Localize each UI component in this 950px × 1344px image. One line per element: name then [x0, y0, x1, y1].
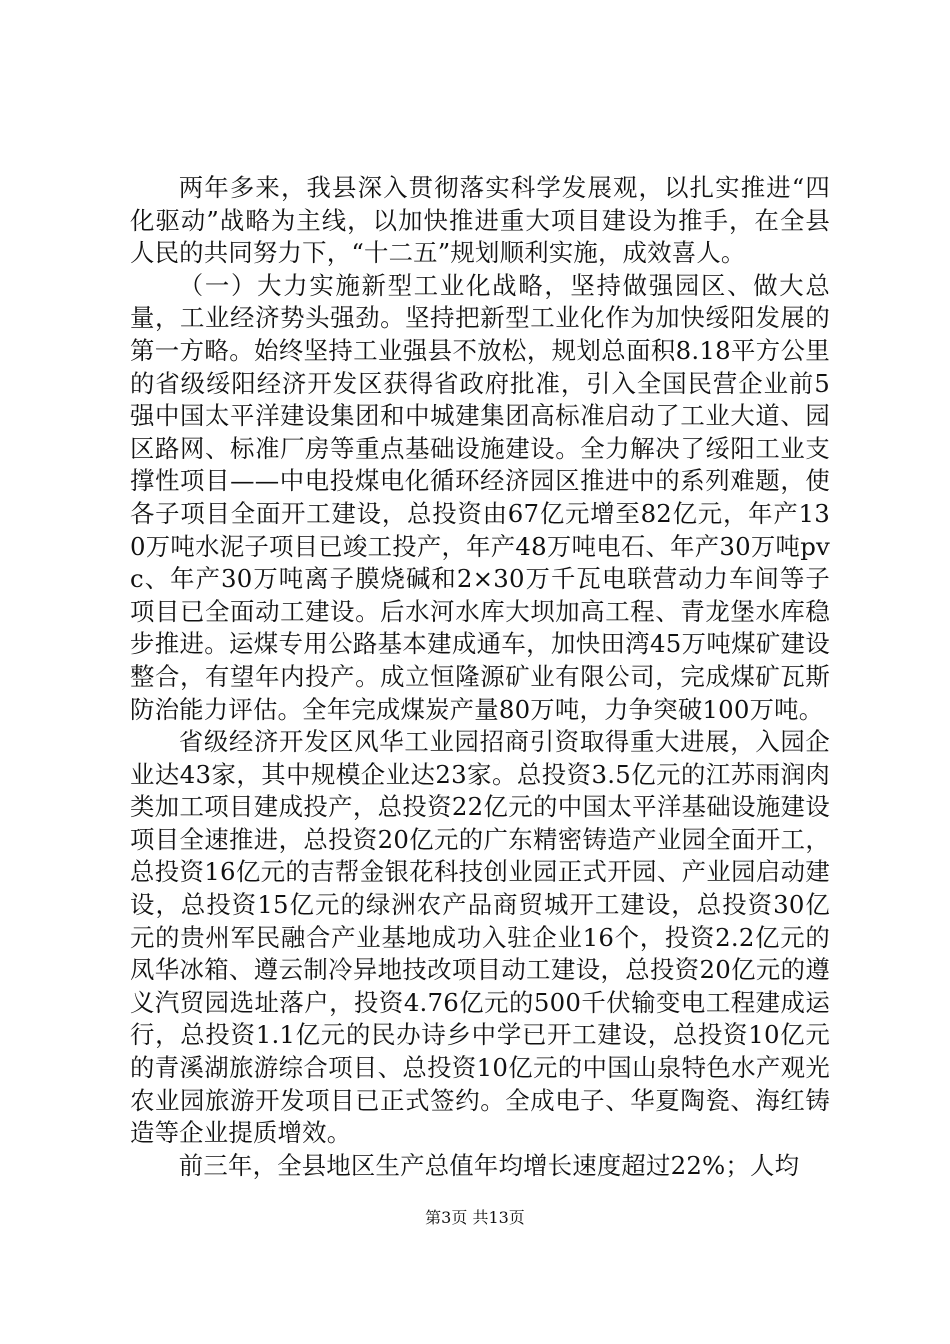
paragraph-intro: 两年多来，我县深入贯彻落实科学发展观，以扎实推进“四化驱动”战略为主线，以加快推进重大项目建设为推手，在全县人民的共同努力下，“十二五”规划顺利实施，成效喜人。	[130, 173, 830, 268]
page-number-footer: 第3页 共13页	[425, 1208, 525, 1227]
document-body	[130, 172, 830, 1182]
paragraph-gdp-growth: 前三年，全县地区生产总值年均增长速度超过22%；人均	[178, 1150, 800, 1180]
paragraph-industrialization: （一）大力实施新型工业化战略，坚持做强园区、做大总量，工业经济势头强劲。坚持把新型工业化作为加快绥阳发展的第一方略。始终坚持工业强县不放松，规划总面积8.18平方公里的省级绥阳经济开发区获得省政府批准，引入全国民营企业前5强中国太平洋建设集团和中城建集团高标准启动了工业大道、园区路网、标准厂房等重点基础设施建设。全力解决了绥阳工业支撑性项目——中电投煤电化循环经济园区推进中的系列难题，使各子项目全面开工建设，总投资由67亿元增至82亿元，年产130万吨水泥子项目已竣工投产，年产48万吨电石、年产30万吨pvc、年产30万吨离子膜烧碱和2×30万千瓦电联营动力车间等子项目已全面动工建设。后水河水库大坝加高工程、青龙堡水库稳步推进。运煤专用公路基本建成通车，加快田湾45万吨煤矿建设整合，有望年内投产。成立恒隆源矿业有限公司，完成煤矿瓦斯防治能力评估。全年完成煤炭产量80万吨，力争突破100万吨。	[130, 270, 830, 724]
paragraph-industrial-park: 省级经济开发区风华工业园招商引资取得重大进展，入园企业达43家，其中规模企业达23家。总投资3.5亿元的江苏雨润肉类加工项目建成投产，总投资22亿元的中国太平洋基础设施建设项目全速推进，总投资20亿元的广东精密铸造产业园全面开工，总投资16亿元的吉帮金银花科技创业园正式开园、产业园启动建设，总投资15亿元的绿洲农产品商贸城开工建设，总投资30亿元的贵州军民融合产业基地成功入驻企业16个，投资2.2亿元的凤华冰箱、遵云制冷异地技改项目动工建设，总投资20亿元的遵义汽贸园选址落户，投资4.76亿元的500千伏输变电工程建成运行，总投资1.1亿元的民办诗乡中学已开工建设，总投资10亿元的青溪湖旅游综合项目、总投资10亿元的中国山泉特色水产观光农业园旅游开发项目已正式签约。全成电子、华夏陶瓷、海红铸造等企业提质增效。	[130, 727, 830, 1148]
